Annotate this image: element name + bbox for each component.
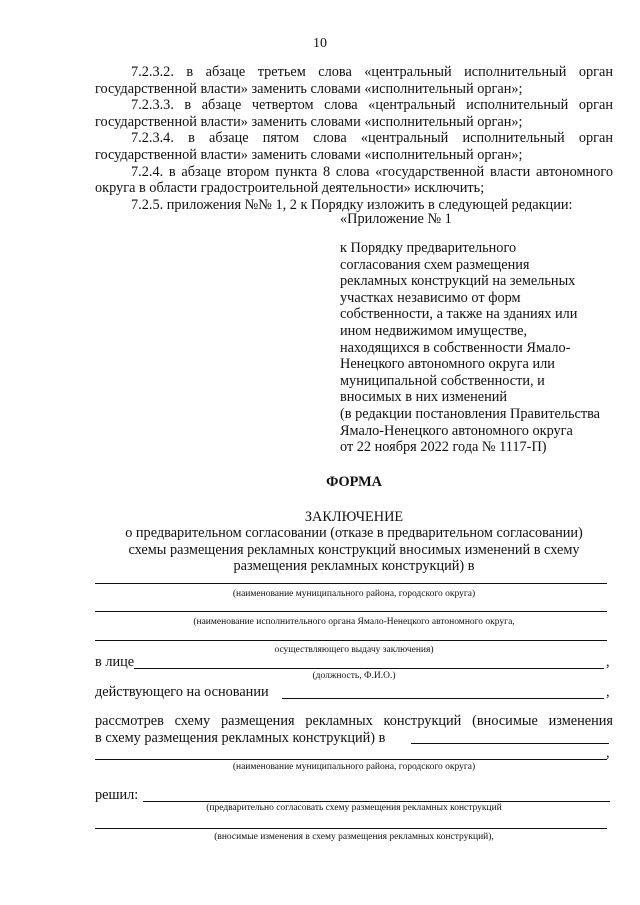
page-number: 10 bbox=[313, 36, 327, 51]
acting-comma: , bbox=[606, 684, 610, 700]
form-subtitle-line: схемы размещения рекламных конструкций вносимых изменений в схему bbox=[128, 541, 580, 558]
amendment-paragraphs bbox=[95, 64, 613, 213]
in-person-label: в лице bbox=[95, 654, 135, 670]
form-subtitle-line: размещения рекламных конструкций) в bbox=[233, 558, 475, 575]
reviewed-field-line-2[interactable] bbox=[95, 759, 607, 760]
executive-body-caption: (наименование исполнительного органа Ямало-Ненецкого автономного округа, bbox=[193, 617, 515, 627]
agree-caption-1: (предварительно согласовать схему размещения рекламных конструкций bbox=[206, 803, 502, 813]
appendix-line: находящихся в собственности Ямало- bbox=[340, 339, 571, 356]
paragraph-7-2-5: 7.2.5. приложения №№ 1, 2 к Порядку изложить в следующей редакции: bbox=[131, 196, 573, 213]
paragraph-7-2-4: 7.2.4. в абзаце втором пункта 8 слова «государственной власти автономного округа в области градостроительной деятельности» исключить; bbox=[95, 163, 613, 197]
appendix-line: собственности, а также на зданиях или bbox=[340, 306, 578, 323]
appendix-note bbox=[340, 240, 630, 456]
municipality-field-line[interactable] bbox=[95, 583, 607, 584]
reviewed-line-1: рассмотрев схему размещения рекламных конструкций (вносимые изменения bbox=[95, 713, 613, 729]
position-caption: (должность, Ф.И.О.) bbox=[312, 671, 396, 681]
appendix-line: рекламных конструкций на земельных bbox=[340, 273, 576, 290]
municipality-caption: (наименование муниципального района, городского округа) bbox=[232, 589, 476, 599]
issuer-caption: осуществляющего выдачу заключения) bbox=[274, 645, 434, 655]
decided-label: решил: bbox=[95, 787, 139, 803]
in-person-comma: , bbox=[606, 654, 610, 670]
form-subtitle bbox=[95, 525, 613, 575]
appendix-line: (в редакции постановления Правительства bbox=[340, 405, 601, 422]
in-person-field-line[interactable] bbox=[134, 668, 604, 669]
appendix-line: Ямало-Ненецкого автономного округа bbox=[340, 422, 573, 439]
appendix-line: муниципальной собственности, и bbox=[340, 372, 545, 389]
appendix-line: ином недвижимом имуществе, bbox=[340, 322, 528, 339]
reviewed-field-line[interactable] bbox=[411, 743, 609, 744]
appendix-line: к Порядку предварительного bbox=[340, 240, 517, 256]
decided-field-line-2[interactable] bbox=[95, 828, 607, 829]
paragraph-7-2-3-2: 7.2.3.2. в абзаце третьем слова «центральный исполнительный орган государственной власти» заменить словами «исполнительный орган»; bbox=[95, 64, 613, 97]
paragraph-7-2-3-3: 7.2.3.3. в абзаце четвертом слова «центральный исполнительный орган государственной власти» заменить словами «исполнительный орган»; bbox=[95, 97, 613, 130]
appendix-line: Ненецкого автономного округа или bbox=[340, 356, 555, 373]
executive-body-field-line[interactable] bbox=[95, 611, 607, 612]
issuer-field-line[interactable] bbox=[95, 640, 607, 641]
decided-field-line[interactable] bbox=[143, 801, 610, 802]
form-title: ЗАКЛЮЧЕНИЕ bbox=[304, 509, 404, 525]
form-subtitle-line: о предварительном согласовании (отказе в предварительном согласовании) bbox=[125, 525, 583, 541]
acting-label: действующего на основании bbox=[95, 684, 269, 700]
appendix-line: участках независимо от форм bbox=[340, 289, 521, 306]
acting-field-line[interactable] bbox=[282, 698, 604, 699]
agree-caption-2: (вносимые изменения в схему размещения рекламных конструкций), bbox=[214, 832, 494, 842]
appendix-line: от 22 ноября 2022 года № 1117-П) bbox=[340, 439, 547, 456]
appendix-line: согласования схем размещения bbox=[340, 256, 530, 273]
municipality-caption-2: (наименование муниципального района, городского округа) bbox=[232, 762, 476, 772]
appendix-title: «Приложение № 1 bbox=[340, 211, 452, 227]
form-heading: ФОРМА bbox=[326, 474, 382, 490]
reviewed-comma: , bbox=[606, 745, 610, 761]
appendix-line: вносимых в них изменений bbox=[340, 389, 508, 406]
paragraph-7-2-3-4: 7.2.3.4. в абзаце пятом слова «центральный исполнительный орган государственной власти» заменить словами «исполнительный орган»; bbox=[95, 130, 613, 163]
reviewed-line-2: в схему размещения рекламных конструкций) в bbox=[95, 730, 386, 746]
